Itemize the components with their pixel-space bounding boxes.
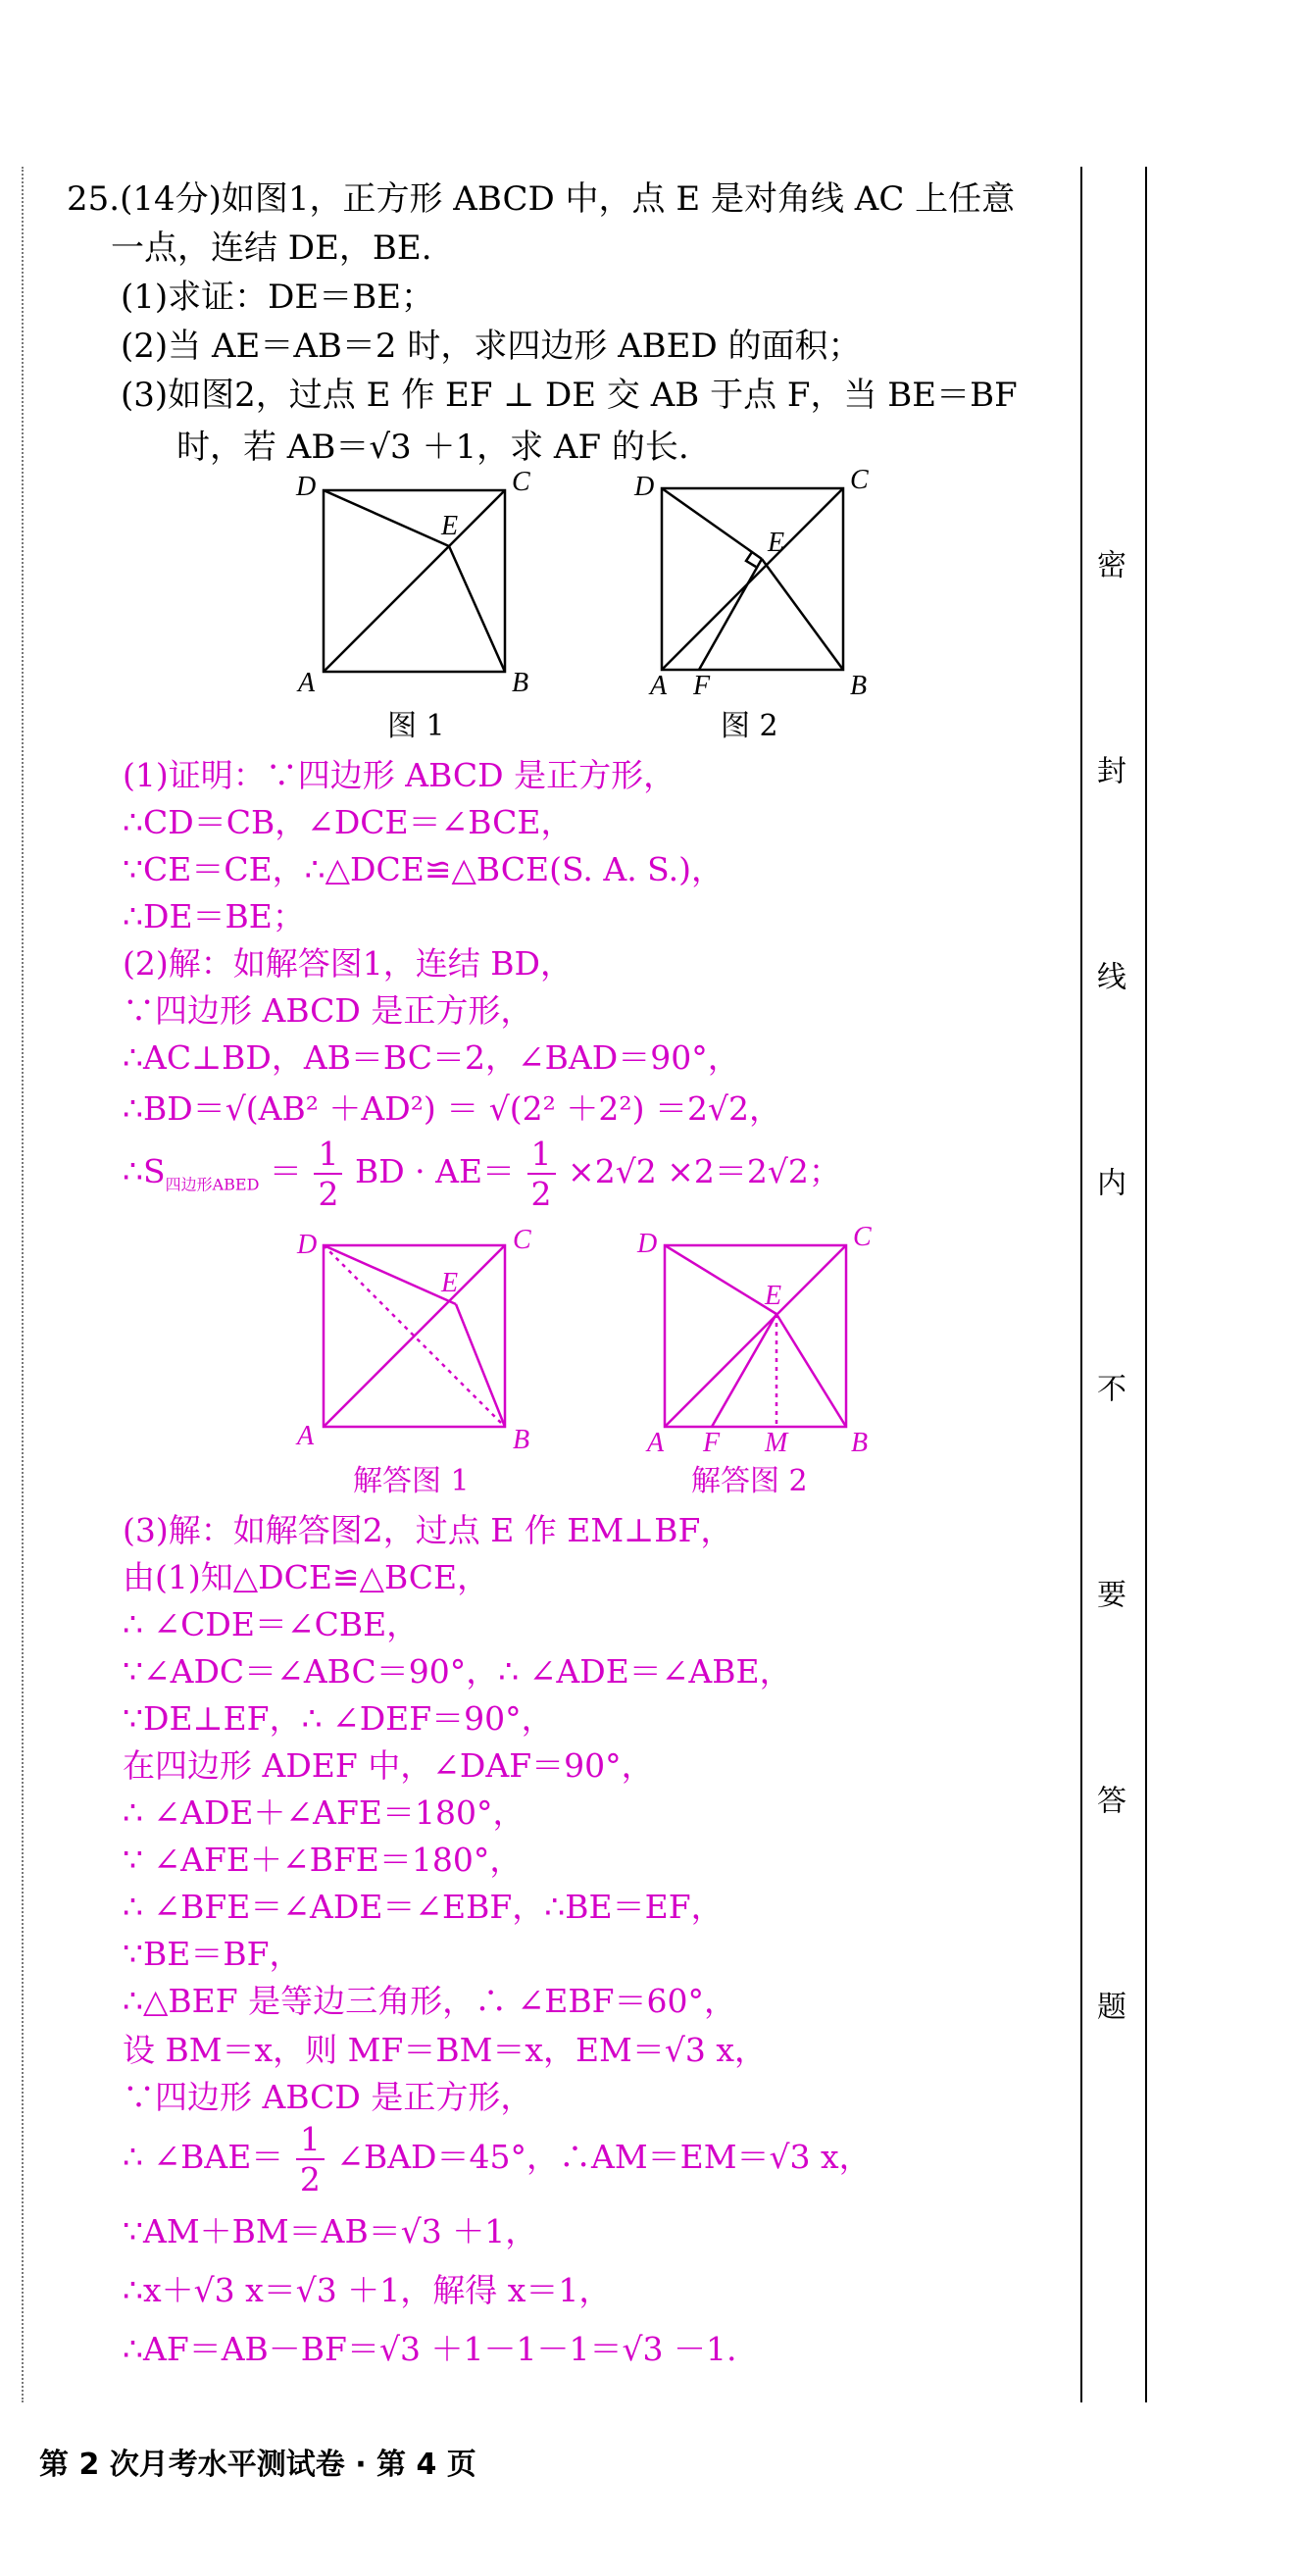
label-b: B [851, 1428, 869, 1456]
answer-figure-1-caption: 解答图 1 [353, 1464, 470, 1498]
solution-line: ∵四边形 ABCD 是正方形， [123, 991, 533, 1030]
seal-char: 封 [1091, 755, 1126, 784]
problem-line: 时，若 AB＝√3 ＋1，求 AF 的长. [176, 428, 689, 467]
seal-char: 要 [1091, 1579, 1126, 1608]
problem-line: 一点，连结 DE，BE. [111, 228, 432, 268]
label-a: A [297, 1421, 315, 1451]
solution-line: ∴BD＝√(AB² ＋AD²) ＝ √(2² ＋2²) ＝2√2， [123, 1089, 782, 1128]
solution-line: ∴x＋√3 x＝√3 ＋1，解得 x＝1， [123, 2271, 612, 2309]
segment-be [449, 546, 505, 672]
label-d: D [297, 1230, 318, 1260]
label-a: A [650, 671, 668, 701]
label-d: D [634, 472, 655, 502]
segment-be [456, 1304, 505, 1427]
segment-de [324, 490, 449, 546]
label-b: B [513, 1425, 530, 1455]
label-b: B [850, 671, 868, 701]
left-dotted-rule [22, 167, 24, 2402]
label-d: D [637, 1229, 658, 1259]
solution-line: ∵DE⊥EF，∴ ∠DEF＝90°， [123, 1699, 554, 1738]
label-e: E [765, 1281, 782, 1311]
segment-de [662, 488, 762, 559]
diagonal-ac [662, 488, 843, 670]
problem-line: 25.(14分)如图1，正方形 ABCD 中，点 E 是对角线 AC 上任意 [67, 179, 1016, 219]
segment-de [665, 1245, 776, 1314]
fraction-numerator: 1 [314, 1137, 342, 1175]
area-eq: ＝ [259, 1152, 302, 1190]
label-e: E [768, 528, 785, 558]
diagonal-ac [665, 1245, 846, 1427]
label-a: A [298, 668, 316, 698]
label-c: C [512, 467, 530, 497]
fraction-half [296, 2120, 325, 2198]
problem-line: (3)如图2，过点 E 作 EF ⊥ DE 交 AB 于点 F，当 BE＝BF [121, 376, 1018, 415]
segment-de [324, 1245, 459, 1304]
solution-line: ∴DE＝BE； [123, 897, 305, 935]
page-footer: 第 2 次月考水平测试卷 · 第 4 页 [39, 2448, 476, 2482]
diagonal-ac [324, 490, 505, 672]
label-c: C [853, 1222, 872, 1252]
fraction-numerator: 1 [527, 1137, 556, 1175]
label-d: D [296, 472, 317, 502]
label-c: C [850, 465, 869, 495]
problem-line: (2)当 AE＝AB＝2 时，求四边形 ABED 的面积； [121, 327, 862, 366]
label-c: C [513, 1225, 531, 1255]
area-prefix: ∴S [123, 1152, 166, 1190]
solution-line: ∵AM＋BM＝AB＝√3 ＋1， [123, 2212, 538, 2250]
answer-figure-2-caption: 解答图 2 [691, 1464, 808, 1498]
problem-line: (1)求证：DE＝BE； [121, 278, 435, 317]
solution-line: ∵ ∠AFE＋∠BFE＝180°， [123, 1841, 523, 1879]
label-a: A [647, 1428, 665, 1456]
bae-tail: ∠BAD＝45°，∴AM＝EM＝√3 x， [336, 2138, 872, 2176]
fraction-half [314, 1135, 342, 1213]
solution-line: 在四边形 ADEF 中，∠DAF＝90°， [123, 1746, 654, 1785]
right-rule-inner [1080, 167, 1082, 2402]
fraction-denominator: 2 [318, 1175, 339, 1213]
seal-char: 不 [1091, 1373, 1126, 1402]
solution-line: ∵CE＝CE，∴△DCE≌△BCE(S. A. S.)， [123, 850, 724, 888]
seal-char: 内 [1091, 1167, 1126, 1196]
seal-line-text [1083, 549, 1132, 2020]
solution-line: ∵BE＝BF， [123, 1935, 302, 1973]
solution-line: ∴△BEF 是等边三角形，∴ ∠EBF＝60°， [123, 1982, 736, 2020]
right-rule-outer [1145, 167, 1147, 2402]
label-m: M [765, 1428, 788, 1456]
solution-line: (3)解：如解答图2，过点 E 作 EM⊥BF， [123, 1511, 733, 1549]
solution-line: ∴ ∠ADE＋∠AFE＝180°， [123, 1793, 525, 1832]
figure-2 [623, 461, 917, 701]
solution-line: ∴ ∠BFE＝∠ADE＝∠EBF，∴BE＝EF， [123, 1888, 724, 1926]
seal-char: 线 [1091, 961, 1126, 990]
area-formula-line [123, 1135, 841, 1213]
solution-line: ∵∠ADC＝∠ABC＝90°，∴ ∠ADE＝∠ABE， [123, 1652, 792, 1691]
segment-ef [699, 559, 762, 670]
fraction-half [527, 1135, 556, 1213]
fraction-numerator: 1 [296, 2123, 325, 2160]
seal-char: 题 [1091, 1991, 1126, 2020]
figure-2-caption: 图 2 [721, 709, 778, 743]
label-e: E [441, 1268, 459, 1298]
seal-char: 密 [1091, 549, 1126, 579]
area-mid: BD · AE＝ [354, 1152, 516, 1190]
solution-line: ∴AC⊥BD，AB＝BC＝2，∠BAD＝90°， [123, 1038, 740, 1077]
solution-line: ∵四边形 ABCD 是正方形， [123, 2078, 533, 2116]
label-e: E [441, 511, 459, 541]
area-subscript: 四边形ABED [165, 1175, 260, 1194]
area-tail: ×2√2 ×2＝2√2； [568, 1152, 841, 1190]
solution-line: 由(1)知△DCE≌△BCE， [123, 1558, 490, 1596]
bae-prefix: ∴ ∠BAE＝ [123, 2138, 284, 2176]
figure-1 [284, 466, 569, 701]
solution-line: ∴CD＝CB，∠DCE＝∠BCE， [123, 803, 574, 841]
seal-char: 答 [1091, 1785, 1126, 1814]
segment-be [762, 559, 843, 670]
solution-line: ∴ ∠CDE＝∠CBE， [123, 1605, 420, 1643]
label-b: B [512, 668, 529, 698]
label-f: F [703, 1428, 721, 1456]
solution-line: 设 BM＝x，则 MF＝BM＝x，EM＝√3 x， [123, 2031, 767, 2069]
label-f: F [693, 671, 711, 701]
fraction-denominator: 2 [530, 1175, 552, 1213]
solution-line: ∴AF＝AB－BF＝√3 ＋1－1－1＝√3 －1. [123, 2330, 737, 2368]
bae-formula-line [123, 2120, 872, 2198]
solution-line: (1)证明：∵四边形 ABCD 是正方形， [123, 756, 676, 794]
solution-line: (2)解：如解答图1，连结 BD， [123, 944, 573, 983]
answer-figure-2 [627, 1216, 922, 1456]
segment-be [776, 1314, 846, 1427]
fraction-denominator: 2 [299, 2160, 321, 2198]
answer-figure-1 [279, 1221, 564, 1456]
figure-1-caption: 图 1 [387, 709, 445, 743]
